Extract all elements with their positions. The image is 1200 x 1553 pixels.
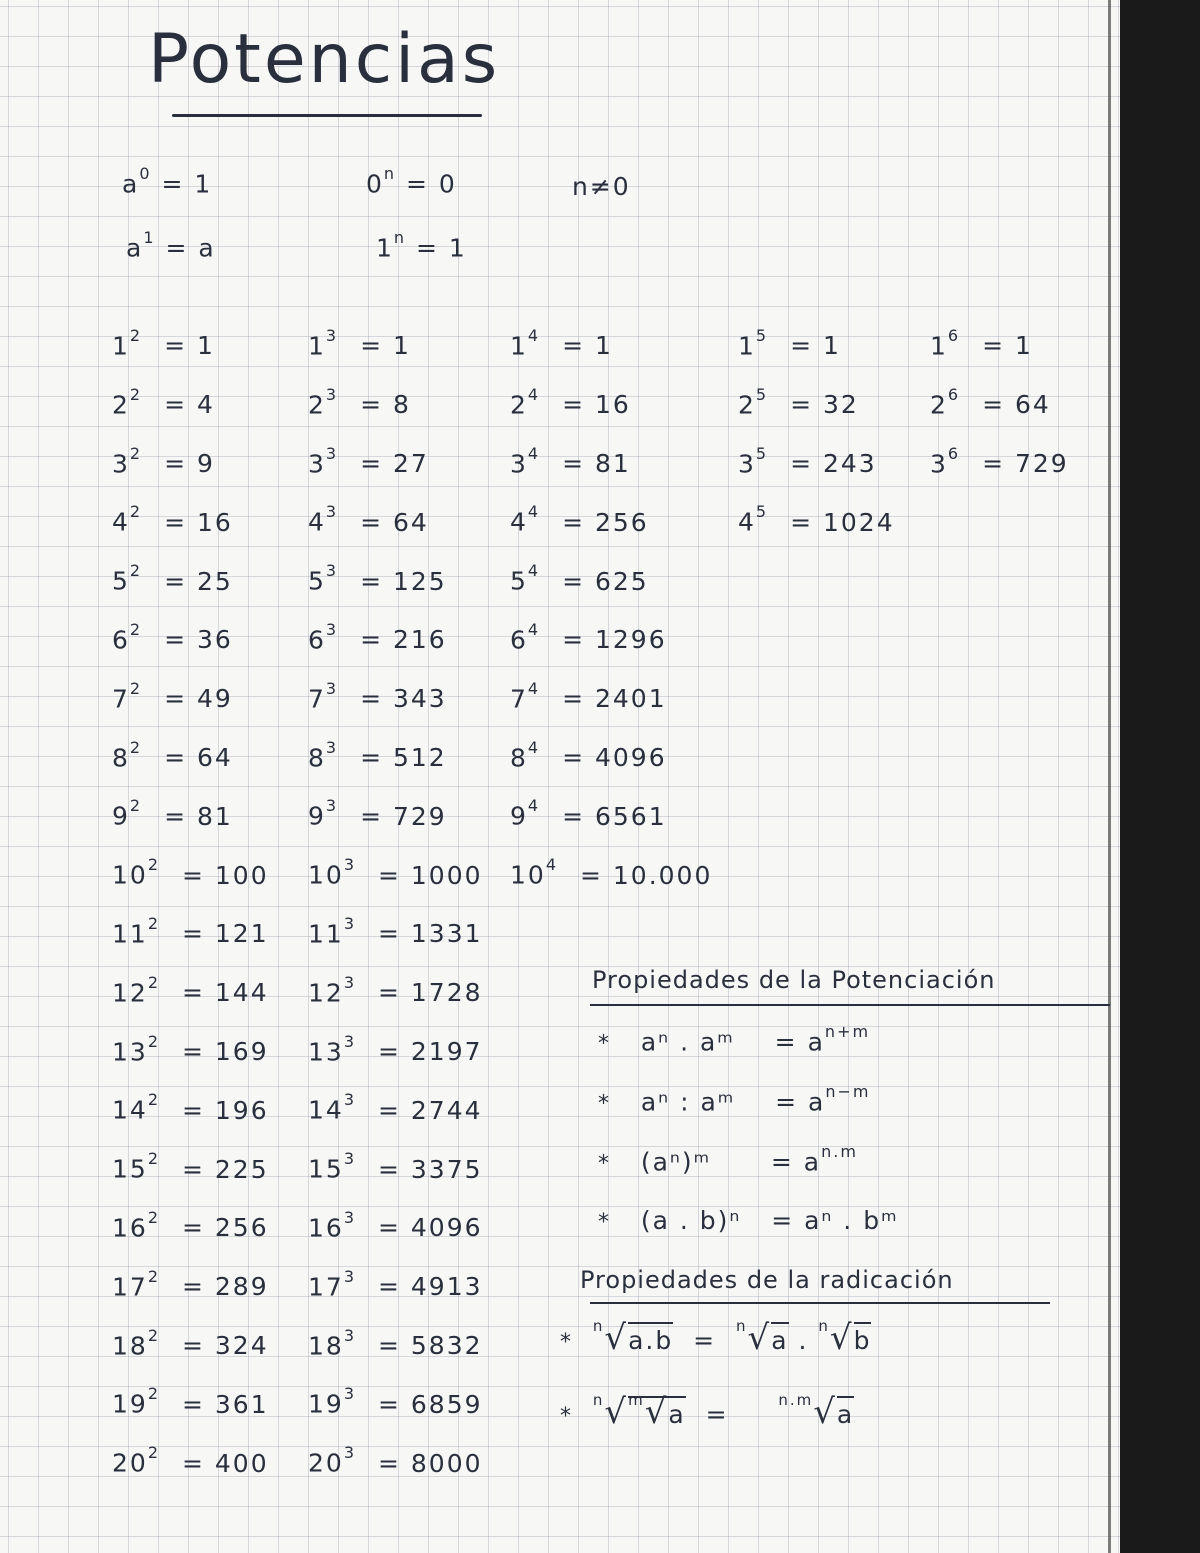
power-entry xyxy=(112,855,269,890)
power-result: = 324 xyxy=(182,1330,269,1360)
power-entry xyxy=(308,914,483,949)
power-entry xyxy=(112,1384,269,1419)
power-entry xyxy=(112,972,269,1008)
power-exponent: 2 xyxy=(147,1031,160,1051)
power-base: 1 xyxy=(112,331,130,361)
power-result: = 400 xyxy=(182,1448,269,1478)
power-base: 10 xyxy=(308,860,344,890)
power-result: = 36 xyxy=(164,625,233,655)
power-result: = 144 xyxy=(182,978,269,1008)
power-exponent: 4 xyxy=(527,678,541,698)
power-result: = 343 xyxy=(360,684,447,714)
power-base: 1 xyxy=(308,331,326,361)
power-result: = 1 xyxy=(360,331,411,361)
power-exponent: 5 xyxy=(755,326,769,345)
power-base: 3 xyxy=(510,448,528,478)
rule-a1: $a^1 = a$ xyxy=(126,228,216,263)
power-base: 17 xyxy=(112,1272,148,1302)
power-entry xyxy=(510,678,667,714)
power-result: = 1 xyxy=(562,331,613,361)
power-result: = 64 xyxy=(982,390,1051,420)
power-base: 6 xyxy=(112,625,130,655)
power-result: = 2744 xyxy=(378,1095,483,1125)
power-exponent: 2 xyxy=(129,620,143,639)
power-entry xyxy=(112,326,215,361)
power-base: 7 xyxy=(112,684,130,714)
power-entry xyxy=(308,502,429,537)
power-result: = 1 xyxy=(982,331,1033,361)
power-result: = 1 xyxy=(164,331,215,361)
radical-icon: √ xyxy=(604,1392,629,1432)
power-entry xyxy=(112,561,233,596)
power-base: 3 xyxy=(738,448,756,478)
power-entry xyxy=(112,384,215,420)
power-result: = 3375 xyxy=(378,1154,483,1184)
power-properties-heading: Propiedades de la Potenciación xyxy=(592,966,996,994)
power-base: 9 xyxy=(510,801,528,831)
power-base: 1 xyxy=(738,331,756,361)
power-exponent: 3 xyxy=(343,1266,356,1286)
power-base: 14 xyxy=(112,1095,148,1125)
power-result: = 1296 xyxy=(562,625,667,655)
power-exponent: 2 xyxy=(147,972,160,992)
radical-icon: √ xyxy=(644,1392,669,1432)
power-exponent: 5 xyxy=(755,384,769,404)
power-base: 5 xyxy=(112,566,130,596)
power-entry xyxy=(930,384,1051,420)
power-exponent: 2 xyxy=(129,678,143,698)
radical-icon: √ xyxy=(747,1318,772,1358)
power-base: 16 xyxy=(308,1213,344,1243)
power-base: 6 xyxy=(510,625,528,655)
power-base: 8 xyxy=(510,742,528,772)
power-exponent: 3 xyxy=(343,855,356,875)
power-base: 2 xyxy=(510,390,528,420)
power-result: = 2197 xyxy=(378,1036,483,1066)
power-result: = 125 xyxy=(360,566,447,596)
power-exponent: 3 xyxy=(343,1325,356,1345)
power-entry xyxy=(112,737,233,772)
power-result: = 2401 xyxy=(562,684,667,714)
power-base: 5 xyxy=(308,566,326,596)
power-entry xyxy=(510,620,667,655)
rule-1n: 1$^n$ = 1 xyxy=(376,228,467,263)
power-result: = 1331 xyxy=(378,919,483,949)
power-exponent: 2 xyxy=(129,796,143,816)
power-result: = 512 xyxy=(360,742,447,772)
power-exponent: 3 xyxy=(325,737,339,757)
power-exponent: 4 xyxy=(527,561,541,581)
power-exponent: 2 xyxy=(129,443,143,463)
power-entry xyxy=(308,384,411,420)
power-exponent: 3 xyxy=(325,384,339,404)
power-entry xyxy=(308,855,483,890)
power-entry xyxy=(308,1266,483,1302)
power-result: = 10.000 xyxy=(580,860,713,890)
power-entry xyxy=(308,1208,483,1243)
power-entry xyxy=(930,443,1069,478)
power-exponent: 3 xyxy=(343,1149,356,1169)
power-heading-underline xyxy=(590,1004,1110,1006)
power-entry xyxy=(112,502,233,537)
power-result: = 1 xyxy=(790,331,841,361)
rule-0n: 0$^n$ = 0 xyxy=(366,164,457,199)
power-entry xyxy=(510,443,631,478)
power-base: 18 xyxy=(112,1330,148,1360)
power-exponent: 2 xyxy=(147,1090,160,1110)
radical-icon: √ xyxy=(813,1392,837,1432)
power-exponent: 2 xyxy=(129,561,143,581)
power-base: 6 xyxy=(308,625,326,655)
power-entry xyxy=(112,620,233,655)
power-result: = 16 xyxy=(562,390,631,420)
power-entry xyxy=(308,620,447,655)
power-result: = 32 xyxy=(790,390,859,420)
power-exponent: 2 xyxy=(147,914,160,933)
power-entry xyxy=(510,502,649,537)
power-entry xyxy=(308,561,447,596)
power-exponent: 3 xyxy=(343,1443,356,1463)
notebook-edge-line xyxy=(1108,0,1111,1553)
power-entry xyxy=(510,384,631,420)
power-exponent: 4 xyxy=(527,620,541,639)
power-result: = 625 xyxy=(562,566,649,596)
power-entry xyxy=(112,1090,269,1125)
power-entry xyxy=(308,1443,483,1478)
power-exponent: 2 xyxy=(129,384,143,404)
power-entry xyxy=(308,678,447,714)
power-base: 3 xyxy=(930,448,948,478)
power-result: = 6859 xyxy=(378,1389,483,1419)
power-exponent: 2 xyxy=(147,1149,160,1169)
power-exponent: 3 xyxy=(343,972,356,992)
power-entry xyxy=(112,1325,269,1360)
power-entry xyxy=(510,855,713,890)
power-result: = 81 xyxy=(164,801,233,831)
power-base: 5 xyxy=(510,566,528,596)
power-result: = 4096 xyxy=(378,1213,483,1243)
page-title: Potencias xyxy=(148,20,501,99)
power-exponent: 3 xyxy=(325,502,339,522)
title-underline xyxy=(172,114,482,117)
power-entry xyxy=(308,737,447,772)
power-result: = 243 xyxy=(790,448,877,478)
power-base: 13 xyxy=(112,1036,148,1066)
root-heading-underline xyxy=(590,1302,1050,1304)
power-entry xyxy=(308,443,429,478)
power-base: 20 xyxy=(308,1448,344,1478)
power-base: 11 xyxy=(308,919,344,949)
power-result: = 256 xyxy=(182,1213,269,1243)
power-result: = 16 xyxy=(164,507,233,537)
power-exponent: 3 xyxy=(325,326,339,345)
power-result: = 121 xyxy=(182,919,269,949)
power-exponent: 4 xyxy=(527,796,541,816)
power-base: 4 xyxy=(112,507,130,537)
radical-icon: √ xyxy=(829,1318,854,1358)
power-base: 19 xyxy=(112,1389,148,1419)
power-entry xyxy=(308,1384,483,1419)
power-base: 15 xyxy=(308,1154,344,1184)
power-exponent: 2 xyxy=(147,855,160,875)
power-exponent: 2 xyxy=(129,737,143,757)
power-entry xyxy=(510,796,667,831)
power-base: 20 xyxy=(112,1448,148,1478)
power-result: = 729 xyxy=(360,801,447,831)
power-exponent: 5 xyxy=(755,502,769,522)
power-base: 15 xyxy=(112,1154,148,1184)
power-result: = 25 xyxy=(164,566,233,596)
power-result: = 4096 xyxy=(562,742,667,772)
power-exponent: 3 xyxy=(343,1031,356,1051)
power-exponent: 3 xyxy=(325,796,339,816)
power-exponent: 3 xyxy=(325,678,339,698)
power-base: 13 xyxy=(308,1036,344,1066)
power-exponent: 5 xyxy=(755,443,769,463)
power-base: 8 xyxy=(112,742,130,772)
power-entry xyxy=(738,502,895,537)
power-entry xyxy=(308,1090,483,1125)
power-entry xyxy=(510,561,649,596)
page-background-edge xyxy=(1120,0,1200,1553)
rule-note: n≠0 xyxy=(572,172,631,201)
power-result: = 256 xyxy=(562,507,649,537)
power-entry xyxy=(112,443,215,478)
power-result: = 9 xyxy=(164,448,215,478)
power-base: 4 xyxy=(738,507,756,537)
power-exponent: 2 xyxy=(147,1443,160,1463)
power-base: 17 xyxy=(308,1272,344,1302)
power-result: = 8 xyxy=(360,390,411,420)
power-entry xyxy=(308,1031,483,1066)
power-entry xyxy=(510,326,613,361)
power-base: 19 xyxy=(308,1389,344,1419)
power-base: 2 xyxy=(112,390,130,420)
root-prop-nested: * $^n$√$^m$√a = $^{n.m}$√a xyxy=(560,1391,855,1432)
power-exponent: 2 xyxy=(147,1266,160,1286)
power-result: = 169 xyxy=(182,1036,269,1066)
root-properties-heading: Propiedades de la radicación xyxy=(580,1266,954,1294)
power-base: 2 xyxy=(308,390,326,420)
power-entry xyxy=(308,1149,483,1184)
power-exponent: 3 xyxy=(343,914,356,933)
power-base: 2 xyxy=(930,390,948,420)
radical-icon: √ xyxy=(604,1318,629,1358)
power-entry xyxy=(112,678,233,714)
power-entry xyxy=(308,1325,483,1360)
power-exponent: 4 xyxy=(545,855,558,875)
power-exponent: 3 xyxy=(343,1384,356,1404)
power-base: 9 xyxy=(308,801,326,831)
power-base: 12 xyxy=(308,978,344,1008)
power-entry xyxy=(308,326,411,361)
power-result: = 81 xyxy=(562,448,631,478)
power-exponent: 6 xyxy=(947,326,961,345)
power-base: 1 xyxy=(510,331,528,361)
power-entry xyxy=(112,1149,269,1184)
power-entry xyxy=(112,1443,269,1478)
root-prop-product: * $^n$√a.b = $^n$√a . $^n$√b xyxy=(560,1317,872,1358)
power-base: 7 xyxy=(308,684,326,714)
power-base: 10 xyxy=(510,860,546,890)
power-exponent: 2 xyxy=(147,1208,160,1227)
power-result: = 196 xyxy=(182,1095,269,1125)
power-base: 7 xyxy=(510,684,528,714)
power-prop-quotient: * aⁿ : aᵐ = $a^{n-m}$ xyxy=(598,1082,871,1117)
power-result: = 8000 xyxy=(378,1448,483,1478)
power-exponent: 4 xyxy=(527,384,541,404)
power-exponent: 2 xyxy=(147,1325,160,1345)
power-base: 12 xyxy=(112,978,148,1008)
power-result: = 64 xyxy=(360,507,429,537)
power-exponent: 3 xyxy=(325,443,339,463)
power-result: = 216 xyxy=(360,625,447,655)
power-base: 3 xyxy=(308,448,326,478)
power-base: 9 xyxy=(112,801,130,831)
power-entry xyxy=(112,914,269,949)
power-result: = 64 xyxy=(164,742,233,772)
power-exponent: 4 xyxy=(527,502,541,522)
power-entry xyxy=(112,1208,269,1243)
power-entry xyxy=(308,972,483,1008)
power-base: 3 xyxy=(112,448,130,478)
power-result: = 1000 xyxy=(378,860,483,890)
power-exponent: 6 xyxy=(947,384,961,404)
power-result: = 6561 xyxy=(562,801,667,831)
power-entry xyxy=(738,384,859,420)
power-entry xyxy=(930,326,1033,361)
power-result: = 1728 xyxy=(378,978,483,1008)
power-result: = 4 xyxy=(164,390,215,420)
power-result: = 27 xyxy=(360,448,429,478)
power-exponent: 2 xyxy=(129,502,143,522)
power-entry xyxy=(738,443,877,478)
power-base: 18 xyxy=(308,1330,344,1360)
power-exponent: 4 xyxy=(527,737,541,757)
rule-a0: $a^0 = 1$ xyxy=(122,164,213,199)
power-entry xyxy=(510,737,667,772)
power-result: = 729 xyxy=(982,448,1069,478)
power-entry xyxy=(112,1266,269,1302)
power-result: = 49 xyxy=(164,684,233,714)
power-result: = 5832 xyxy=(378,1330,483,1360)
power-result: = 289 xyxy=(182,1272,269,1302)
power-result: = 225 xyxy=(182,1154,269,1184)
power-exponent: 4 xyxy=(527,443,541,463)
power-exponent: 3 xyxy=(325,620,339,639)
power-prop-product: * aⁿ . aᵐ = $a^{n+m}$ xyxy=(598,1022,871,1057)
power-base: 2 xyxy=(738,390,756,420)
power-result: = 361 xyxy=(182,1389,269,1419)
power-exponent: 3 xyxy=(343,1090,356,1110)
power-entry xyxy=(308,796,447,831)
power-base: 10 xyxy=(112,860,148,890)
power-base: 8 xyxy=(308,742,326,772)
power-exponent: 3 xyxy=(325,561,339,581)
power-base: 1 xyxy=(930,331,948,361)
power-prop-power-of-power: * (aⁿ)ᵐ = $a^{n.m}$ xyxy=(598,1142,858,1177)
power-prop-product-power: * (a . b)ⁿ = aⁿ . bᵐ xyxy=(598,1206,899,1235)
power-exponent: 3 xyxy=(343,1208,356,1227)
power-exponent: 2 xyxy=(147,1384,160,1404)
power-base: 16 xyxy=(112,1213,148,1243)
power-entry xyxy=(112,796,233,831)
power-entry xyxy=(112,1031,269,1066)
power-result: = 1024 xyxy=(790,507,895,537)
power-base: 4 xyxy=(308,507,326,537)
power-exponent: 2 xyxy=(129,326,143,345)
power-result: = 100 xyxy=(182,860,269,890)
power-exponent: 6 xyxy=(947,443,961,463)
power-base: 11 xyxy=(112,919,148,949)
power-result: = 4913 xyxy=(378,1272,483,1302)
power-exponent: 4 xyxy=(527,326,541,345)
power-base: 14 xyxy=(308,1095,344,1125)
power-entry xyxy=(738,326,841,361)
power-base: 4 xyxy=(510,507,528,537)
